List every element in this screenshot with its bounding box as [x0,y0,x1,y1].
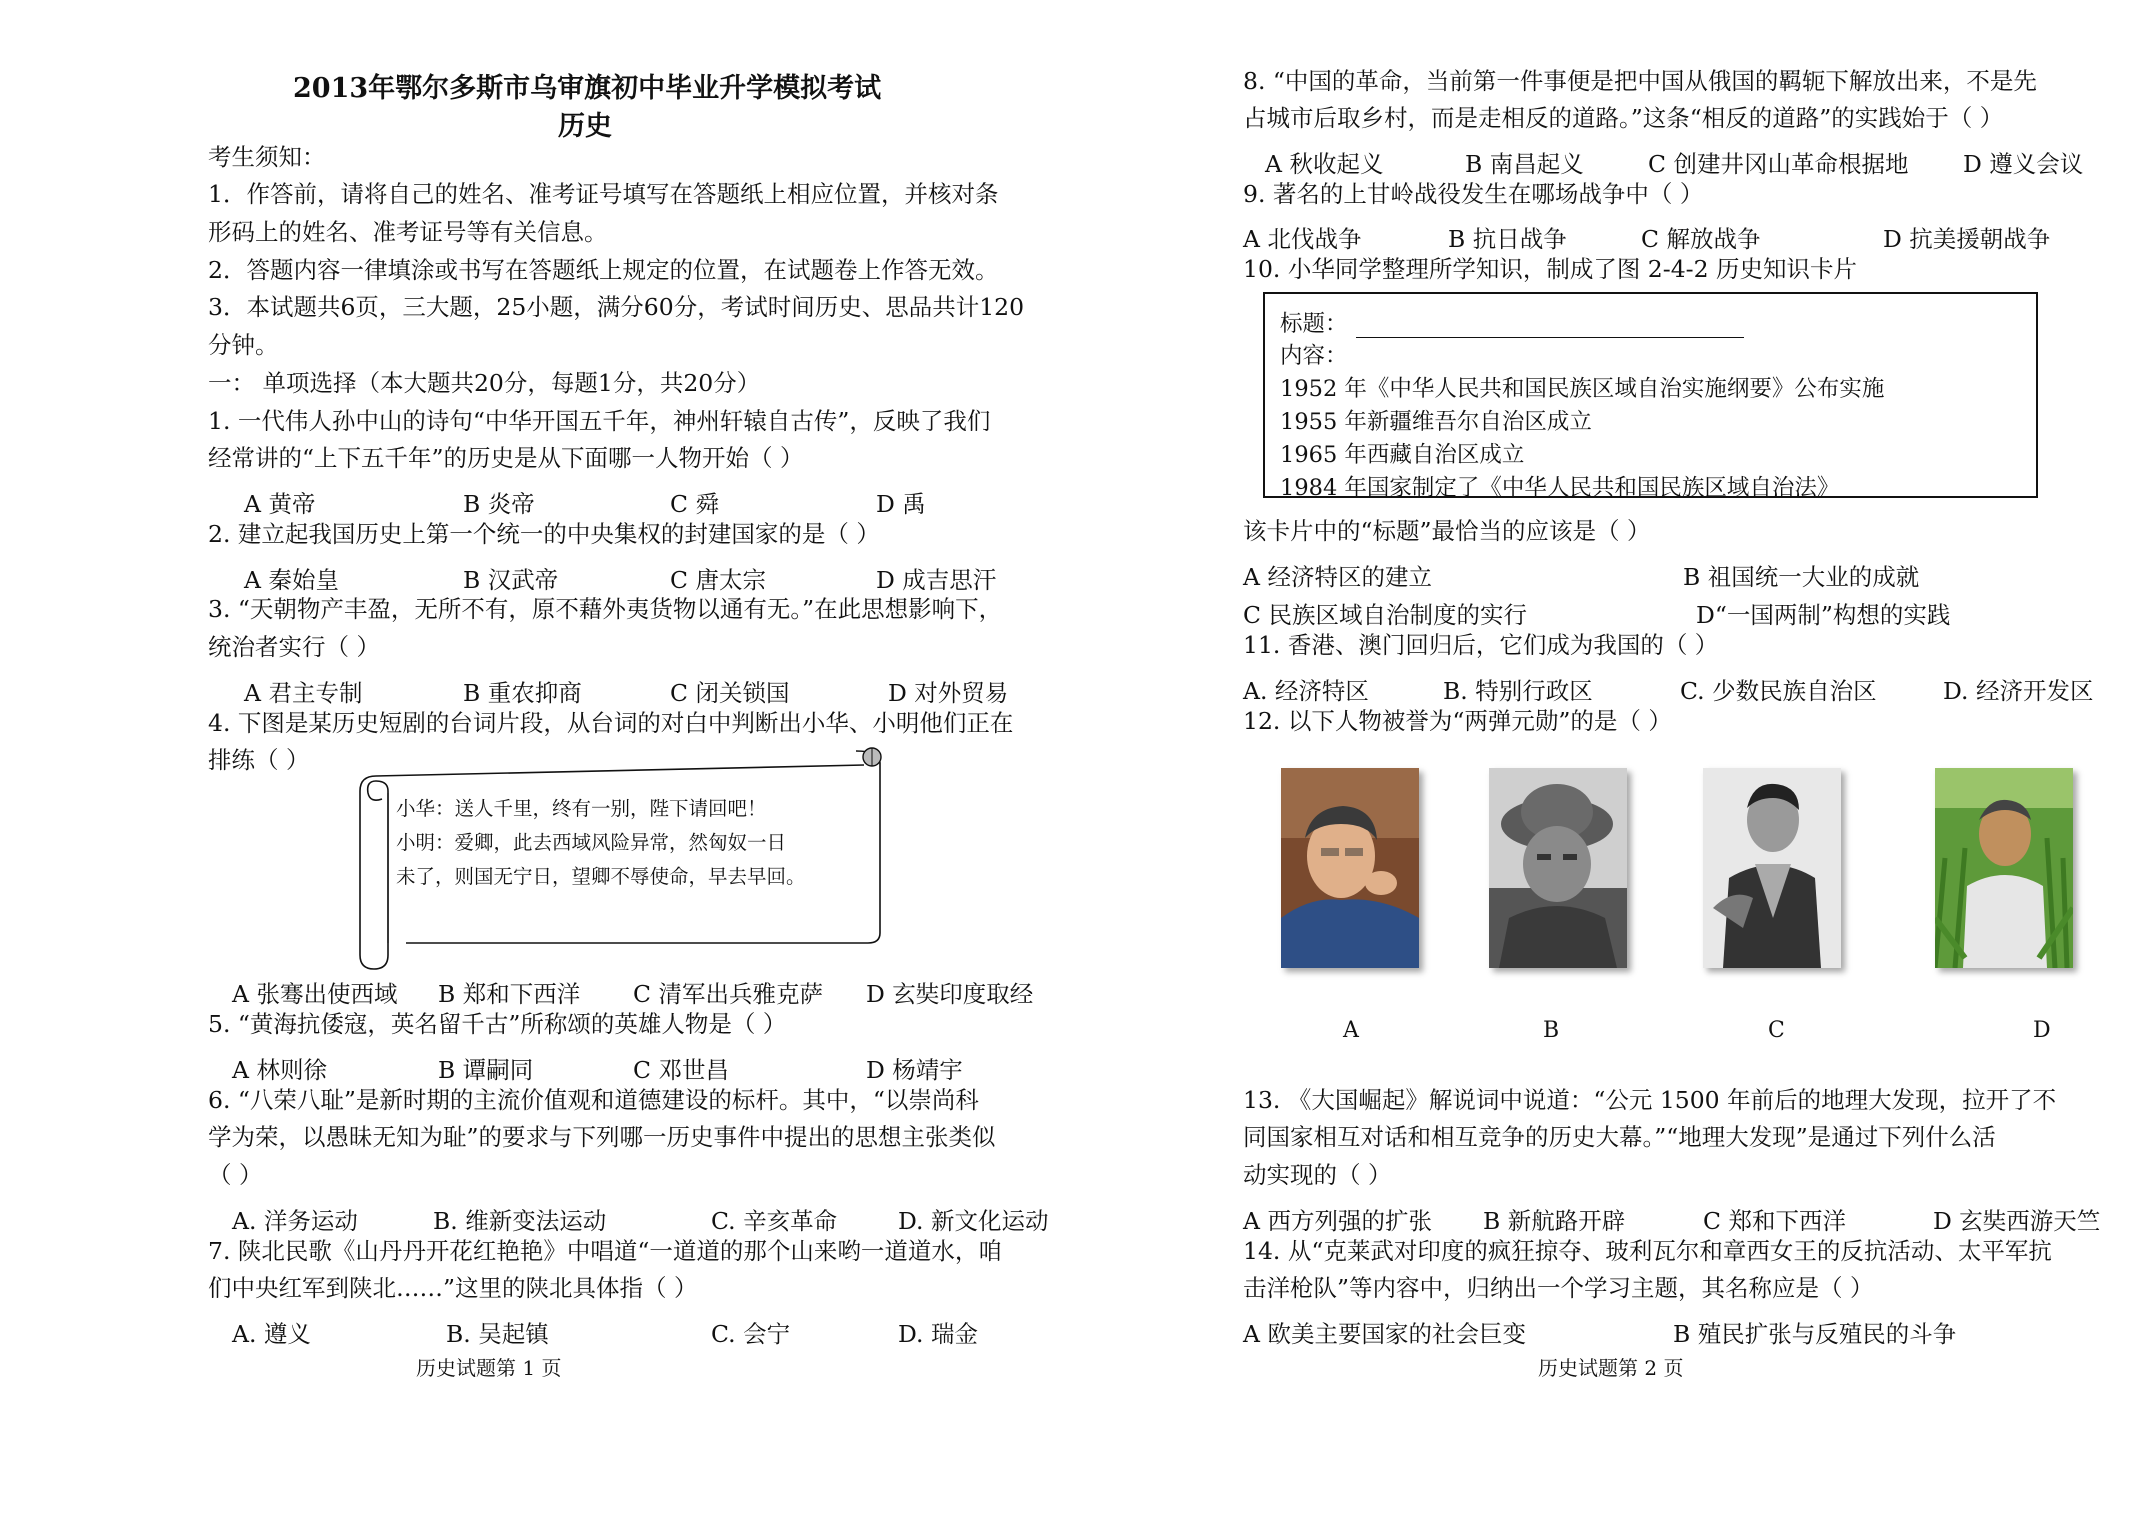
photo-label-b: B [1543,1018,1560,1043]
question-7-text: 7. 陕北民歌《山丹丹开花红艳艳》中唱道“一道道的那个山来哟一道道水，咱 [208,1237,1002,1265]
q13-option-d: D 玄奘西游天竺 [1933,1207,2101,1235]
q2-option-a: A 秦始皇 [244,566,339,594]
question-14-text: 击洋枪队”等内容中，归纳出一个学习主题，其名称应是（ ） [1243,1274,1874,1302]
q4-option-c: C 清军出兵雅克萨 [633,980,823,1008]
question-11-text: 11. 香港、澳门回归后，它们成为我国的（ ） [1243,631,1719,659]
card-item: 1984 年国家制定了《中华人民共和国民族区域自治法》 [1280,475,1840,501]
knowledge-card [1263,292,2038,501]
question-12-text: 12. 以下人物被誉为“两弹元勋”的是（ ） [1243,707,1672,735]
q11-option-b: B. 特别行政区 [1443,677,1593,705]
q13-option-b: B 新航路开辟 [1483,1207,1626,1235]
q5-option-b: B 谭嗣同 [438,1056,534,1084]
question-6-text: （ ） [208,1161,263,1189]
question-13-text: 同国家相互对话和相互竞争的历史大幕。”“地理大发现”是通过下列什么活 [1243,1123,1996,1151]
notice-line: 3．本试题共6页，三大题，25小题，满分60分，考试时间历史、思品共计120 [208,293,1025,321]
q13-option-a: A 西方列强的扩张 [1243,1207,1432,1235]
photo-label-a: A [1343,1018,1359,1043]
q6-option-d: D. 新文化运动 [898,1207,1049,1235]
question-6-text: 学为荣，以愚昧无知为耻”的要求与下列哪一历史事件中提出的思想主张类似 [208,1123,996,1151]
question-4-text: 排练（ ） [208,746,310,774]
q9-option-a: A 北伐战争 [1243,225,1362,253]
question-5-text: 5. “黄海抗倭寇，英名留千古”所称颂的英雄人物是（ ） [208,1010,787,1038]
question-8-text: 占城市后取乡村，而是走相反的道路。”这条“相反的道路”的实践始于（ ） [1243,104,2004,132]
q6-option-c: C. 辛亥革命 [711,1207,838,1235]
question-14-text: 14. 从“克莱武对印度的疯狂掠夺、玻利瓦尔和章西女王的反抗活动、太平军抗 [1243,1237,2052,1265]
card-item: 1952 年《中华人民共和国民族区域自治实施纲要》公布实施 [1280,376,1885,402]
q9-option-b: B 抗日战争 [1448,225,1567,253]
q1-option-d: D 禹 [876,490,926,518]
q4-option-b: B 郑和下西洋 [438,980,581,1008]
q11-option-d: D. 经济开发区 [1943,677,2094,705]
q10-option-b: B 祖国统一大业的成就 [1683,563,1920,591]
q9-option-d: D 抗美援朝战争 [1883,225,2051,253]
q3-option-c: C 闭关锁国 [670,679,790,707]
scroll-graphic [356,743,901,975]
question-4-text: 4. 下图是某历史短剧的台词片段，从台词的对白中判断出小华、小明他们正在 [208,709,1014,737]
q3-option-a: A 君主专制 [244,679,363,707]
notice-line: 2．答题内容一律填涂或书写在答题纸上规定的位置，在试题卷上作答无效。 [208,256,999,284]
photo-label-d: D [2033,1018,2051,1043]
q1-option-c: C 舜 [670,490,719,518]
q10-option-a: A 经济特区的建立 [1243,563,1432,591]
page-footer-2: 历史试题第 2 页 [1538,1356,1684,1380]
page-footer-1: 历史试题第 1 页 [416,1356,562,1380]
q7-option-a: A. 遵义 [232,1320,311,1348]
q1-option-b: B 炎帝 [463,490,535,518]
q4-option-a: A 张骞出使西域 [232,980,398,1008]
question-9-text: 9. 著名的上甘岭战役发生在哪场战争中（ ） [1243,180,1704,208]
question-10-text: 10. 小华同学整理所学知识，制成了图 2-4-2 历史知识卡片 [1243,255,1858,283]
photo-label-c: C [1768,1018,1785,1043]
notice-line: 分钟。 [208,331,279,359]
q3-option-d: D 对外贸易 [888,679,1009,707]
q5-option-a: A 林则徐 [232,1056,327,1084]
notice-heading: 考生须知： [208,143,326,171]
question-7-text: 们中央红军到陕北……”这里的陕北具体指（ ） [208,1274,698,1302]
card-title-label: 标题： [1280,311,1348,337]
q11-option-a: A. 经济特区 [1243,677,1369,705]
q2-option-d: D 成吉思汗 [876,566,997,594]
section-heading: 一： 单项选择（本大题共20分，每题1分，共20分） [208,369,761,397]
q2-option-c: C 唐太宗 [670,566,766,594]
scroll-line: 小明：爱卿，此去西域风险异常，然匈奴一日 [396,831,787,854]
q6-option-b: B. 维新变法运动 [433,1207,607,1235]
q10-option-d: D“一国两制”构想的实践 [1696,601,1951,629]
card-title-row [1280,306,1744,338]
card-item: 1955 年新疆维吾尔自治区成立 [1280,409,1592,435]
card-content-label: 内容： [1280,343,1348,369]
q7-option-b: B. 吴起镇 [446,1320,549,1348]
question-6-text: 6. “八荣八耻”是新时期的主流价值观和道德建设的标杆。其中，“以崇尚科 [208,1086,979,1114]
q14-option-a: A 欧美主要国家的社会巨变 [1243,1320,1526,1348]
portrait-photo-d [1935,768,2073,968]
q8-option-a: A 秋收起义 [1265,150,1384,178]
question-3-text: 统治者实行（ ） [208,633,380,661]
question-13-text: 动实现的（ ） [1243,1161,1392,1189]
question-2-text: 2. 建立起我国历史上第一个统一的中央集权的封建国家的是（ ） [208,520,880,548]
q8-option-d: D 遵义会议 [1963,150,2084,178]
q9-option-c: C 解放战争 [1641,225,1761,253]
q11-option-c: C. 少数民族自治区 [1680,677,1877,705]
notice-line: 形码上的姓名、准考证号等有关信息。 [208,218,608,246]
q8-option-c: C 创建井冈山革命根据地 [1648,150,1909,178]
q3-option-b: B 重农抑商 [463,679,582,707]
q4-option-d: D 玄奘印度取经 [866,980,1034,1008]
notice-line: 1．作答前，请将自己的姓名、准考证号填写在答题纸上相应位置，并核对条 [208,180,999,208]
q5-option-d: D 杨靖宇 [866,1056,963,1084]
exam-subject: 历史 [558,111,612,142]
question-1-text: 经常讲的“上下五千年”的历史是从下面哪一人物开始（ ） [208,444,804,472]
portrait-photo-b [1489,768,1627,968]
q2-option-b: B 汉武帝 [463,566,559,594]
question-8-text: 8. “中国的革命，当前第一件事便是把中国从俄国的羁轭下解放出来，不是先 [1243,67,2037,95]
dialogue-scroll [356,743,901,975]
question-1-text: 1. 一代伟人孙中山的诗句“中华开国五千年，神州轩辕自古传”，反映了我们 [208,407,991,435]
card-item: 1965 年西藏自治区成立 [1280,442,1525,468]
question-10-prompt: 该卡片中的“标题”最恰当的应该是（ ） [1243,517,1651,545]
q7-option-d: D. 瑞金 [898,1320,978,1348]
q6-option-a: A. 洋务运动 [232,1207,358,1235]
q10-option-c: C 民族区域自治制度的实行 [1243,601,1527,629]
exam-title: 2013年鄂尔多斯市乌审旗初中毕业升学模拟考试 [293,73,882,104]
card-title-blank [1356,317,1744,338]
q13-option-c: C 郑和下西洋 [1703,1207,1846,1235]
question-13-text: 13. 《大国崛起》解说词中说道：“公元 1500 年前后的地理大发现，拉开了不 [1243,1086,2057,1114]
q8-option-b: B 南昌起义 [1465,150,1584,178]
scroll-line: 未了，则国无宁日，望卿不辱使命，早去早回。 [396,865,806,888]
question-3-text: 3. “天朝物产丰盈，无所不有，原不藉外夷货物以通有无。”在此思想影响下， [208,595,1003,623]
q5-option-c: C 邓世昌 [633,1056,729,1084]
q7-option-c: C. 会宁 [711,1320,791,1348]
q1-option-a: A 黄帝 [244,490,316,518]
portrait-photo-c [1703,768,1841,968]
scroll-line: 小华：送人千里，终有一别，陛下请回吧！ [396,797,767,820]
q14-option-b: B 殖民扩张与反殖民的斗争 [1673,1320,1957,1348]
portrait-photo-a [1281,768,1419,968]
